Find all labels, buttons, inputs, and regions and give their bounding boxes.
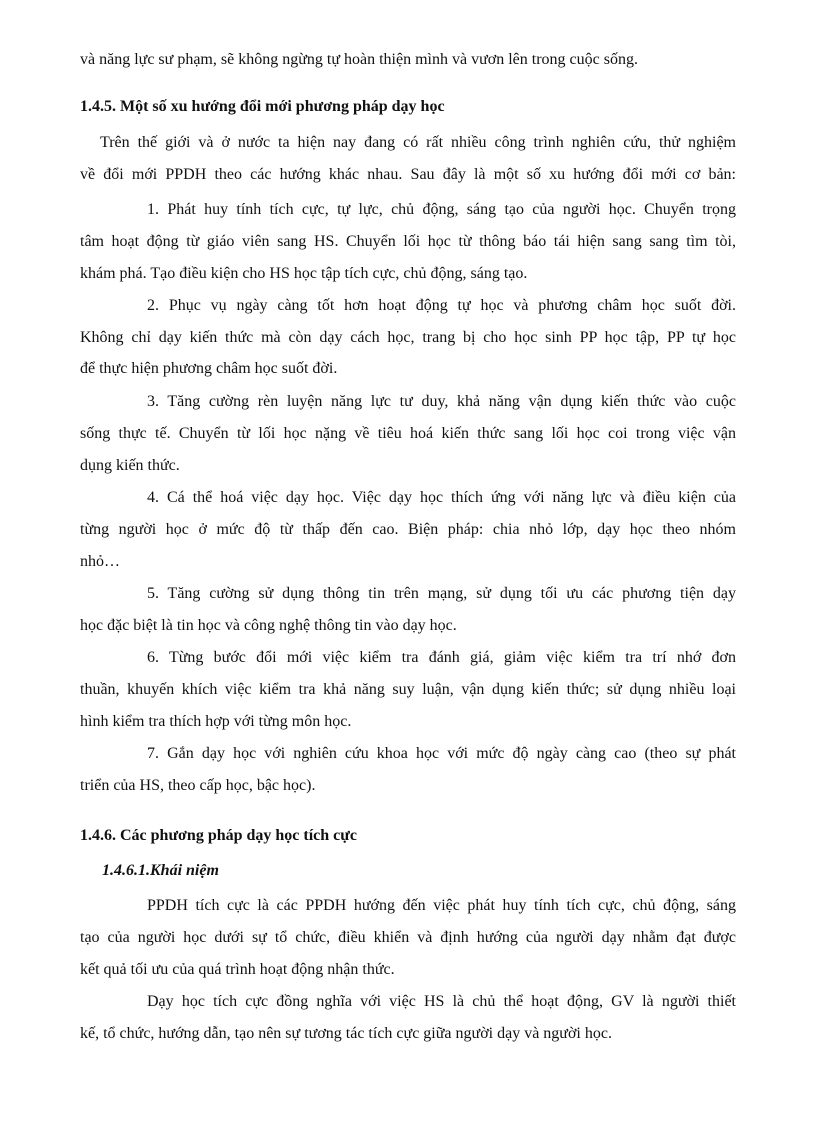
paragraph-line: Dạy học tích cực đồng nghĩa với việc HS là chủ thể hoạt động, GV là người thiết <box>147 993 736 1010</box>
paragraph-line: PPDH tích cực là các PPDH hướng đến việc phát huy tính tích cực, chủ động, sáng <box>147 897 736 914</box>
list-item-5-line: học đặc biệt là tin học và công nghệ thông tin vào dạy học. <box>80 617 457 634</box>
list-item-1-line: tâm hoạt động từ giáo viên sang HS. Chuyển lối học từ thông báo tái hiện sang sang tìm tòi, <box>80 233 736 250</box>
list-item-5-line: 5. Tăng cường sử dụng thông tin trên mạng, sử dụng tối ưu các phương tiện dạy <box>147 585 736 602</box>
list-item-4-line: nhỏ… <box>80 553 120 570</box>
list-item-1-line: khám phá. Tạo điều kiện cho HS học tập tích cực, chủ động, sáng tạo. <box>80 265 528 282</box>
list-item-4-line: 4. Cá thể hoá việc dạy học. Việc dạy học thích ứng với năng lực và điều kiện của <box>147 489 736 506</box>
list-item-6-line: hình kiểm tra thích hợp với từng môn học. <box>80 713 352 730</box>
paragraph-line: kết quả tối ưu của quá trình hoạt động nhận thức. <box>80 961 395 978</box>
list-item-3-line: sống thực tế. Chuyển từ lối học nặng về tiêu hoá kiến thức sang lối học coi trong việc vận <box>80 425 736 442</box>
paragraph-line: kế, tổ chức, hướng dẫn, tạo nên sự tương tác tích cực giữa người dạy và người học. <box>80 1025 612 1042</box>
section-heading-1-4-6: 1.4.6. Các phương pháp dạy học tích cực <box>80 827 357 844</box>
list-item-7-line: 7. Gắn dạy học với nghiên cứu khoa học với mức độ ngày càng cao (theo sự phát <box>147 745 736 762</box>
paragraph-line: về đổi mới PPDH theo các hướng khác nhau. Sau đây là một số xu hướng đổi mới cơ bản: <box>80 166 736 183</box>
list-item-2-line: để thực hiện phương châm học suốt đời. <box>80 360 338 377</box>
paragraph-line: Trên thế giới và ở nước ta hiện nay đang có rất nhiều công trình nghiên cứu, thử nghiệm <box>100 134 736 151</box>
list-item-3-line: dụng kiến thức. <box>80 457 180 474</box>
list-item-1-line: 1. Phát huy tính tích cực, tự lực, chủ động, sáng tạo của người học. Chuyển trọng <box>147 201 736 218</box>
list-item-7-line: triển của HS, theo cấp học, bậc học). <box>80 777 316 794</box>
paragraph-line: và năng lực sư phạm, sẽ không ngừng tự hoàn thiện mình và vươn lên trong cuộc sống. <box>80 51 638 68</box>
paragraph-line: tạo của người học dưới sự tổ chức, điều khiển và định hướng của người dạy nhằm đạt được <box>80 929 736 946</box>
list-item-6-line: thuần, khuyến khích việc kiểm tra khả năng suy luận, vận dụng kiến thức; sử dụng nhiều loại <box>80 681 736 698</box>
subsection-heading-1-4-6-1: 1.4.6.1.Khái niệm <box>102 862 219 879</box>
section-heading-1-4-5: 1.4.5. Một số xu hướng đổi mới phương pháp dạy học <box>80 98 445 115</box>
list-item-2-line: 2. Phục vụ ngày càng tốt hơn hoạt động tự học và phương châm học suốt đời. <box>147 297 736 314</box>
list-item-2-line: Không chỉ dạy kiến thức mà còn dạy cách học, trang bị cho học sinh PP học tập, PP tự học <box>80 329 736 346</box>
list-item-3-line: 3. Tăng cường rèn luyện năng lực tư duy, khả năng vận dụng kiến thức vào cuộc <box>147 393 736 410</box>
list-item-4-line: từng người học ở mức độ từ thấp đến cao. Biện pháp: chia nhỏ lớp, dạy học theo nhóm <box>80 521 736 538</box>
list-item-6-line: 6. Từng bước đổi mới việc kiểm tra đánh giá, giảm việc kiểm tra trí nhớ đơn <box>147 649 736 666</box>
